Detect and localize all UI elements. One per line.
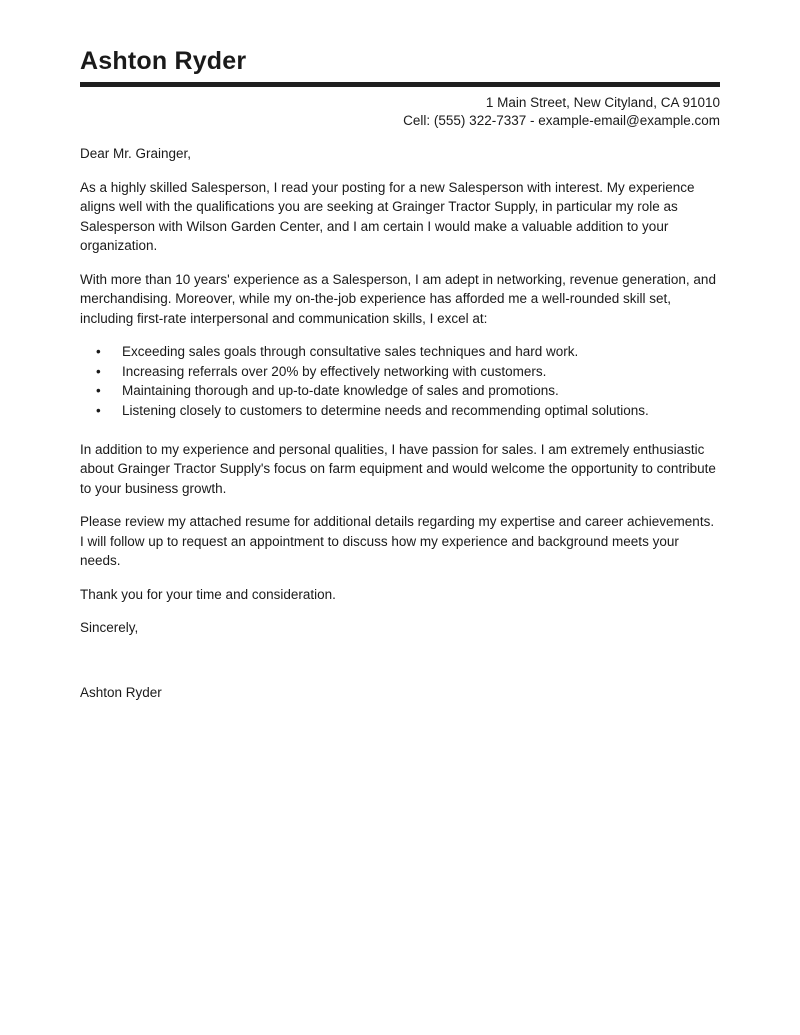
signature-name: Ashton Ryder <box>80 684 162 700</box>
list-item-text: Increasing referrals over 20% by effectively networking with customers. <box>122 363 547 379</box>
list-item <box>80 381 720 401</box>
list-item-text: Listening closely to customers to determine needs and recommending optimal solutions. <box>122 403 649 419</box>
applicant-name: Ashton Ryder <box>80 47 247 75</box>
bullet-icon: • <box>96 383 101 399</box>
letter-header <box>80 46 720 129</box>
skills-list <box>80 342 720 421</box>
paragraph-intro: As a highly skilled Salesperson, I read your posting for a new Salesperson with interest. My experience aligns well with the qualifications you are seeking at Grainger Tractor Supply, in particular my role as Salesperson with Wilson Garden Center, and I am certain I would make a valuable addition to your organization. <box>80 179 695 253</box>
contact-line: Cell: (555) 322-7337 - example-email@example.com <box>403 112 720 128</box>
header-divider <box>80 82 720 87</box>
closing: Sincerely, <box>80 620 139 636</box>
bullet-icon: • <box>96 403 101 419</box>
list-item <box>80 362 720 382</box>
salutation: Dear Mr. Grainger, <box>80 146 192 161</box>
contact-info <box>80 94 720 129</box>
paragraph-thanks: Thank you for your time and consideration. <box>80 586 336 602</box>
paragraph-resume: Please review my attached resume for additional details regarding my expertise and career achievements. I will follow up to request an appointment to discuss how my experience and background meets your needs. <box>80 514 715 569</box>
bullet-icon: • <box>96 363 101 379</box>
address-line: 1 Main Street, New Cityland, CA 91010 <box>485 95 720 110</box>
paragraph-experience: With more than 10 years' experience as a Salesperson, I am adept in networking, revenue generation, and merchandising. Moreover, while my on-the-job experience has afforded me a well-rounded skill set, including first-rate interpersonal and communication skills, I excel at: <box>80 271 716 326</box>
letter-body <box>80 144 720 702</box>
list-item-text: Maintaining thorough and up-to-date knowledge of sales and promotions. <box>122 383 559 399</box>
bullet-icon: • <box>96 344 101 359</box>
list-item <box>80 401 720 421</box>
list-item-text: Exceeding sales goals through consultative sales techniques and hard work. <box>122 344 579 359</box>
list-item <box>80 342 720 362</box>
paragraph-passion: In addition to my experience and personal qualities, I have passion for sales. I am extremely enthusiastic about Grainger Tractor Supply's focus on farm equipment and would welcome the opportunity to contribute to your business growth. <box>80 441 716 496</box>
